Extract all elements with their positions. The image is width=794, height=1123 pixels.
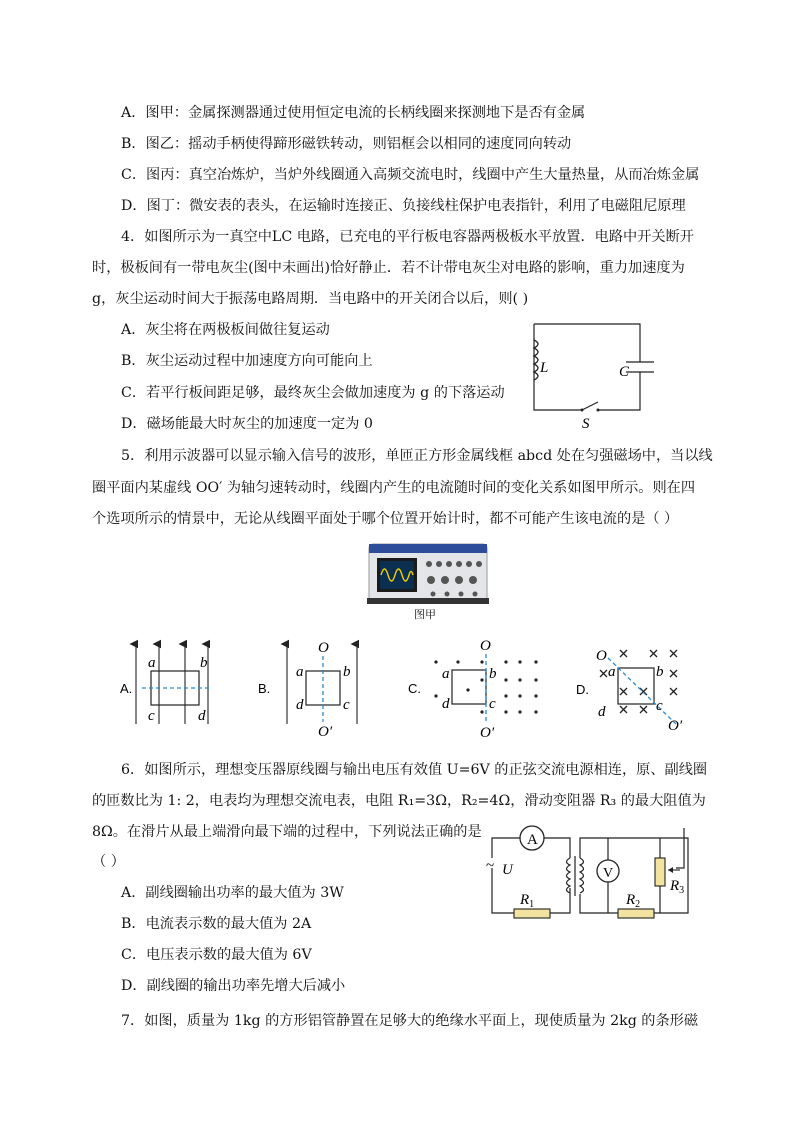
axis-o-top: O [480,638,491,654]
q5-stem-line-2: 圈平面内某虚线 OO′ 为轴匀速转动时，线圈内产生的电流随时间的变化关系如图甲所示。则在四 [92,480,696,496]
ac-symbol: ~ [486,858,495,874]
r1-label: $R_1$ [520,892,535,910]
q5-figure-d [574,644,694,734]
axis-o-bottom: O′ [318,724,333,740]
corner-c: c [148,708,155,724]
source-label: U [502,862,513,878]
q6-option-c: C．电压表示数的最大值为 6V [121,947,312,963]
q6-option-b: B．电流表示数的最大值为 2A [121,916,312,932]
switch-label: S [582,416,590,432]
option-a-label: A. [120,681,133,696]
q4-option-b: B．灰尘运动过程中加速度方向可能向上 [121,353,373,369]
q6-option-a: A．副线圈输出功率的最大值为 3W [121,885,344,901]
q6-stem-line-3: 8Ω。在滑片从最上端滑向最下端的过程中，下列说法正确的是 [92,824,482,840]
figure-caption-jia: 图甲 [414,608,436,621]
ammeter-label: A [527,832,538,848]
corner-b: b [489,666,497,682]
r3-label: $R_3$ [670,878,685,896]
q5-figure-b [256,636,366,740]
corner-b: b [656,664,664,680]
corner-b: b [200,655,208,671]
q4-option-c: C．若平行板间距足够，最终灰尘会做加速度为 g 的下落运动 [121,385,505,401]
q5-stem-line-3: 个选项所示的情景中，无论从线圈平面处于哪个位置开始计时，都不可能产生该电流的是（ ） [92,511,679,527]
corner-d: d [598,704,606,720]
q5-stem-line-1: 5．利用示波器可以显示输入信号的波形，单匝正方形金属线框 abcd 处在匀强磁场中，当以线 [121,448,713,464]
q3-option-a: A．图甲：金属探测器通过使用恒定电流的长柄线圈来探测地下是否有金属 [121,105,586,121]
axis-o-top: O [318,640,329,656]
corner-a: a [608,664,616,680]
corner-a: a [442,666,450,682]
transformer-circuit-figure [484,818,694,928]
option-c-label: C. [408,681,421,696]
q6-stem-line-4: （ ） [92,854,125,870]
corner-a: a [148,655,156,671]
q3-option-c: C．图丙：真空冶炼炉，当炉外线圈通入高频交流电时，线圈中产生大量热量，从而冶炼金属 [121,167,700,183]
capacitor-label: C [619,364,630,380]
q3-option-d: D．图丁：微安表的表头，在运输时连接正、负接线柱保护电表指针，利用了电磁阻尼原理 [121,198,686,214]
q4-option-d: D．磁场能最大时灰尘的加速度一定为 0 [121,416,373,432]
corner-a: a [296,664,304,680]
corner-c: c [656,698,663,714]
q4-stem-line-3: g，灰尘运动时间大于振荡电路周期．当电路中的开关闭合以后，则( ) [92,291,529,307]
q6-option-d: D．副线圈的输出功率先增大后减小 [121,978,346,994]
r2-label: $R_2$ [626,892,641,910]
q7-stem-line-1: 7．如图，质量为 1kg 的方形铝管静置在足够大的绝缘水平面上，现使质量为 2kg 的条形磁 [121,1013,699,1029]
corner-d: d [442,696,450,712]
voltmeter-label: V [603,866,614,881]
q6-stem-line-2: 的匝数比为 1: 2，电表均为理想交流电表，电阻 R₁=3Ω，R₂=4Ω，滑动变阻器 R₃ 的最大阻值为 [92,793,706,809]
oscilloscope-image [367,540,489,606]
lc-circuit-figure [524,318,654,432]
axis-o-top: O [596,648,607,664]
q4-stem-line-1: 4．如图所示为一真空中LC 电路，已充电的平行板电容器两极板水平放置．电路中开关断开 [121,229,694,245]
q5-figure-c [406,636,546,741]
q6-stem-line-1: 6．如图所示，理想变压器原线圈与输出电压有效值 U=6V 的正弦交流电源相连，原、副线圈 [121,762,708,778]
corner-d: d [296,697,304,713]
corner-b: b [343,664,351,680]
corner-c: c [489,696,496,712]
axis-o-bottom: O′ [480,725,495,741]
option-b-label: B. [258,681,271,696]
q4-stem-line-2: 时，极板间有一带电灰尘(图中未画出)恰好静止．若不计带电灰尘对电路的影响，重力加速度为 [92,260,685,276]
option-d-label: D. [576,682,589,697]
axis-o-bottom: O′ [668,718,683,734]
q5-figure-a [118,636,228,731]
corner-c: c [343,697,350,713]
q3-option-b: B．图乙：摇动手柄使得蹄形磁铁转动，则铝框会以相同的速度同向转动 [121,136,572,152]
corner-d: d [198,708,206,724]
q4-option-a: A．灰尘将在两极板间做往复运动 [121,322,330,338]
inductor-label: L [540,360,549,376]
